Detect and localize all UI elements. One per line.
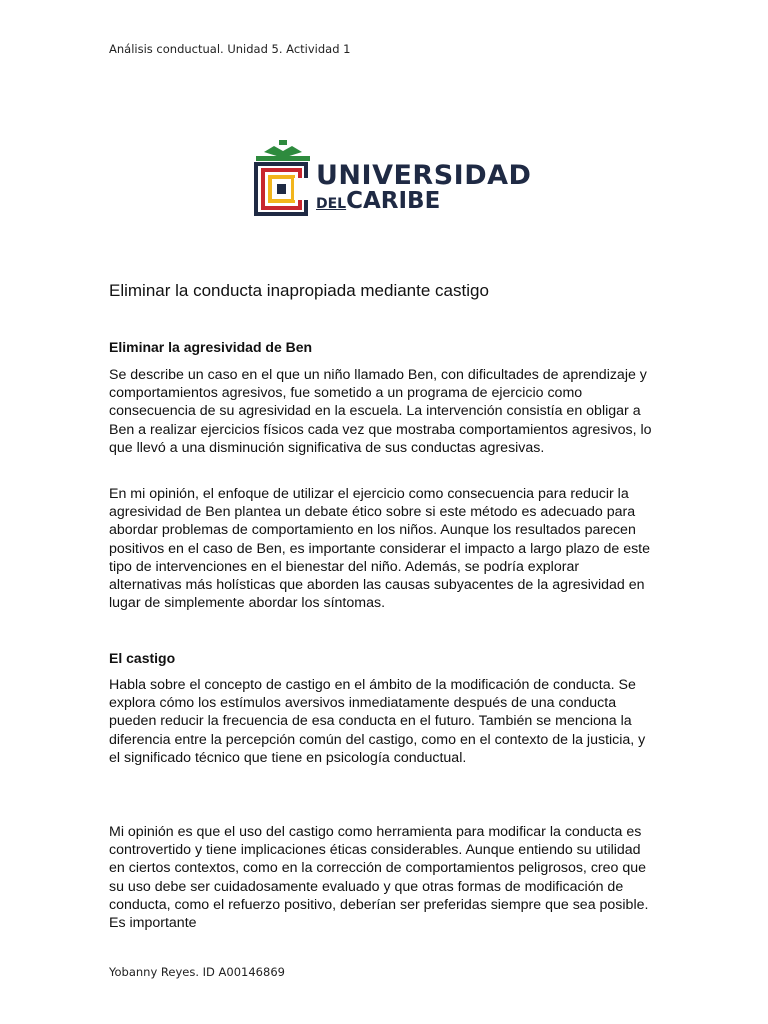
university-emblem-icon	[250, 138, 316, 220]
logo-text-del-caribe	[316, 188, 440, 214]
logo-text-universidad: UNIVERSIDAD	[316, 160, 532, 191]
paragraph-castigo-opinion: Mi opinión es que el uso del castigo como herramienta para modificar la conducta es controvertido y tiene implicaciones éticas considerables. Aunque entiendo su utilidad en ciertos contextos, como en la corrección de comportamientos peligrosos, creo que su uso debe ser cuidadosamente evaluado y que otras formas de modificación de conducta, como el refuerzo positivo, deberían ser preferidas siempre que sea posible. Es importante	[109, 824, 649, 932]
paragraph-ben-opinion: En mi opinión, el enfoque de utilizar el ejercicio como consecuencia para reducir la agresividad de Ben plantea un debate ético sobre si este método es adecuado para abordar problemas de comportamiento en los niños. Aunque los resultados parecen positivos en el caso de Ben, es importante considerar el impacto a largo plazo de este tipo de intervenciones en el bienestar del niño. Además, se podría explorar alternativas más holísticas que aborden las causas subyacentes de la agresividad en lugar de simplemente abordar los síntomas.	[109, 486, 651, 612]
logo-text-del: DEL	[316, 196, 347, 212]
section-heading-castigo: El castigo	[109, 650, 176, 666]
page-header: Análisis conductual. Unidad 5. Actividad 1	[109, 42, 351, 56]
document-title: Eliminar la conducta inapropiada mediante castigo	[109, 281, 489, 300]
paragraph-castigo-summary: Habla sobre el concepto de castigo en el ámbito de la modificación de conducta. Se explora cómo los estímulos aversivos inmediatamente después de una conducta pueden reducir la frecuencia de esa conducta en el futuro. También se menciona la diferencia entre la percepción común del castigo, como en el contexto de la justicia, y el significado técnico que tiene en psicología conductual.	[109, 677, 646, 766]
page-footer: Yobanny Reyes. ID A00146869	[109, 965, 285, 979]
university-logo	[250, 138, 532, 220]
paragraph-ben-summary: Se describe un caso en el que un niño llamado Ben, con dificultades de aprendizaje y comportamientos agresivos, fue sometido a un programa de ejercicio como consecuencia de su agresividad en la escuela. La intervención consistía en obligar a Ben a realizar ejercicios físicos cada vez que mostraba comportamientos agresivos, lo que llevó a una disminución significativa de sus conductas agresivas.	[109, 367, 652, 456]
logo-text-caribe: CARIBE	[346, 188, 441, 214]
section-heading-ben: Eliminar la agresividad de Ben	[109, 339, 313, 355]
